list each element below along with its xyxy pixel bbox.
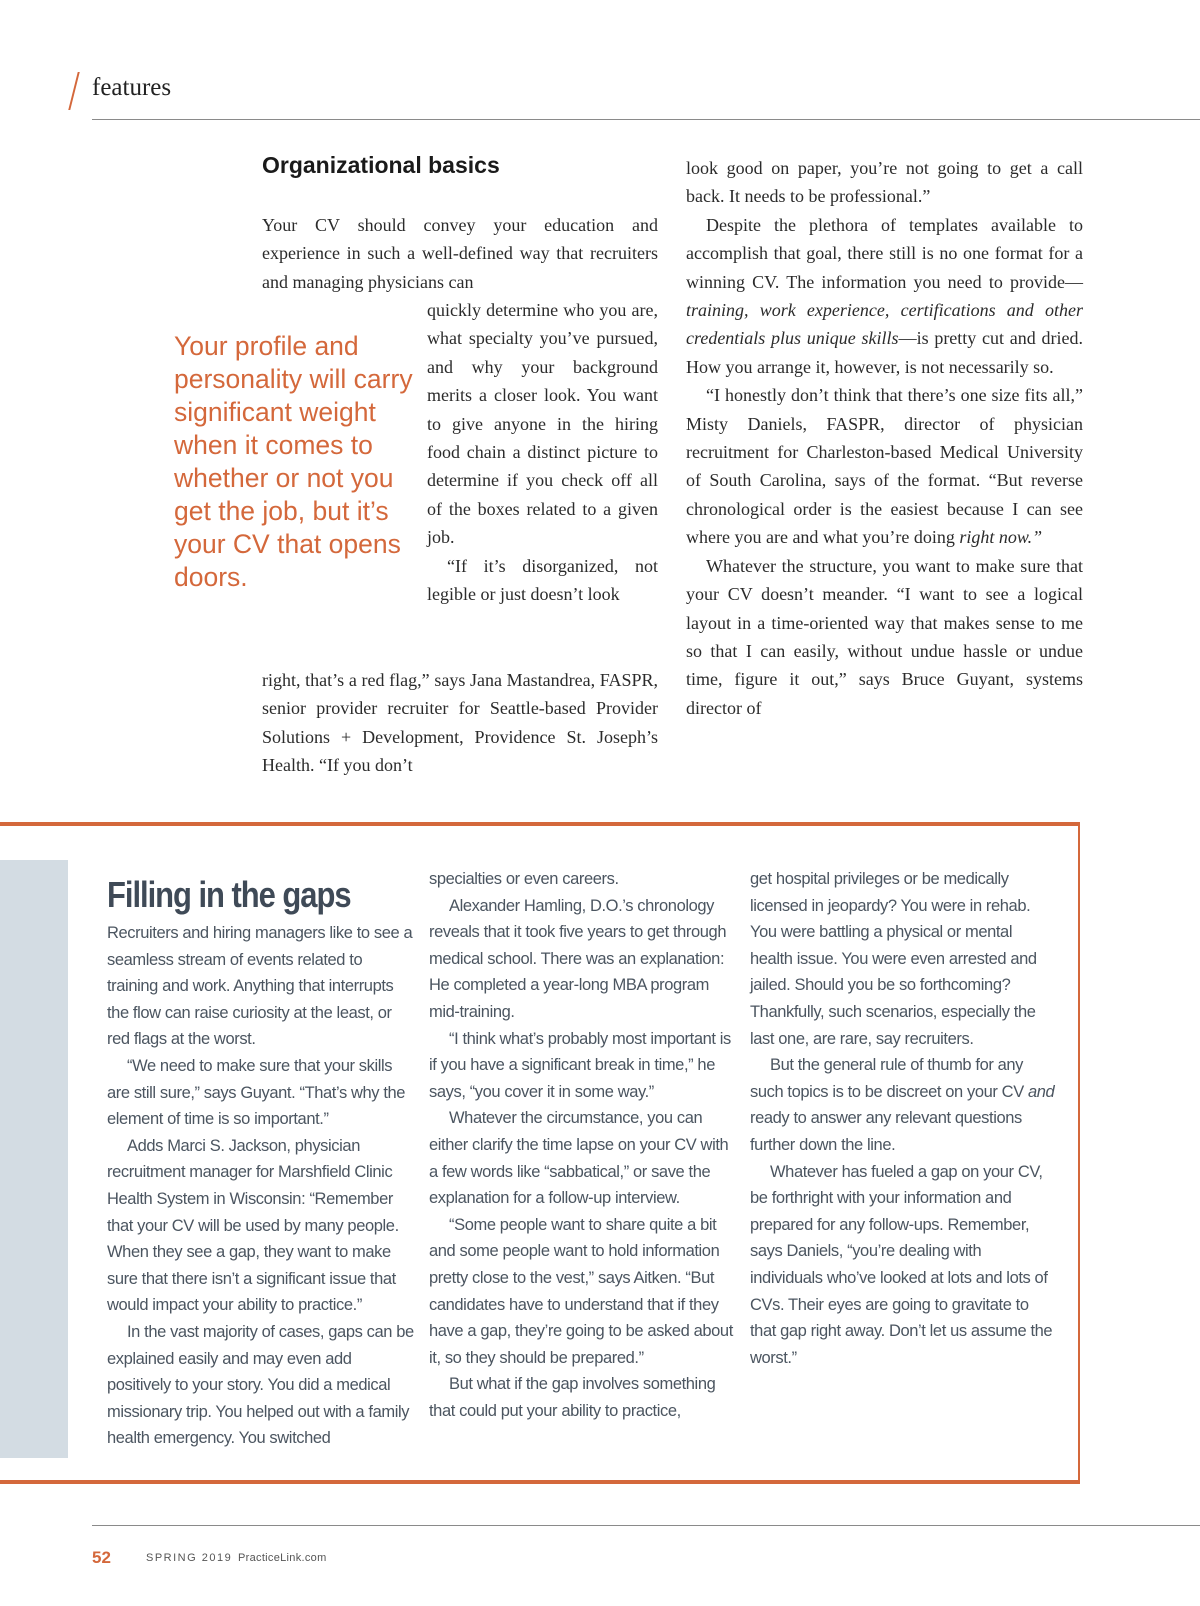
italic-run: and xyxy=(1028,1082,1055,1101)
sidebar-paragraph: In the vast majority of cases, gaps can be explained easily and may even add positively to your story. You did a medical missionary trip. You helped out with a family health emergency. You switched xyxy=(107,1322,414,1448)
pull-quote: Your profile and personality will carry significant weight when it comes to whether or not you get the job, but it’s your CV that opens doors. xyxy=(174,331,413,592)
text-run: ready to answer any relevant questions further down the line. xyxy=(750,1109,1022,1154)
body-paragraph xyxy=(686,381,1083,551)
sidebar-column-1 xyxy=(107,920,417,1452)
text-run: But the general rule of thumb for any such topics is to be discreet on your CV xyxy=(750,1056,1028,1101)
page-number: 52 xyxy=(92,1548,111,1567)
sidebar-paragraph xyxy=(750,1052,1056,1158)
article-column-2 xyxy=(686,154,1083,722)
text-run: —is pretty cut and dried. How you arrange it, however, is not necessarily so. xyxy=(686,328,1083,377)
sidebar-paragraph: Adds Marci S. Jackson, physician recruitment manager for Marshfield Clinic Health System in Wisconsin: “Remember that your CV will be used by many people. When they see a gap, they want to make sure that there isn’t a significant issue that would impact your ability to practice.” xyxy=(107,1136,399,1315)
italic-run: training, work experience, certifications and other credentials plus unique skills xyxy=(686,300,1083,349)
sidebar-accent-tab xyxy=(0,860,68,1458)
body-paragraph: “If it’s disorganized, not legible or just doesn’t look xyxy=(427,555,658,605)
body-paragraph: right, that’s a red flag,” says Jana Mastandrea, FASPR, senior provider recruiter for Seattle-based Provider Solutions + Development, Providence St. Joseph’s Health. “If you don’t xyxy=(262,670,658,776)
sidebar-paragraph: get hospital privileges or be medically licensed in jeopardy? You were in rehab. You were battling a physical or mental health issue. You were even arrested and jailed. Should you be so forthcoming? Thankfully, such scenarios, especially the last one, are rare, say recruiters. xyxy=(750,870,1037,1048)
sidebar-paragraph: Whatever the circumstance, you can either clarify the time lapse on your CV with a few words like “sabbatical,” or save the explanation for a follow-up interview. xyxy=(429,1109,729,1208)
footer-rule xyxy=(92,1525,1200,1526)
body-paragraph xyxy=(686,211,1083,381)
sidebar-paragraph: Alexander Hamling, D.O.’s chronology reveals that it took five years to get through medical school. There was an explanation: He completed a year-long MBA program mid-training. xyxy=(429,896,727,1021)
sidebar-paragraph: “We need to make sure that your skills are still sure,” says Guyant. “That’s why the element of time is so important.” xyxy=(107,1056,406,1129)
italic-run: right now.” xyxy=(959,527,1043,548)
sidebar-paragraph: “Some people want to share quite a bit and some people want to hold information pretty close to the vest,” says Aitken. “But candidates have to understand that if they have a gap, they’re going to be asked about it, so they should be prepared.” xyxy=(429,1215,733,1367)
header-rule xyxy=(92,119,1200,120)
site-link[interactable]: PracticeLink.com xyxy=(238,1552,327,1564)
article-column-1-top xyxy=(262,211,658,296)
text-run: “I honestly don’t think that there’s one size fits all,” Misty Daniels, FASPR, director of physician recruitment for Charleston-based Medical University of South Carolina, says of the format. “But reverse chronological order is the easiest because I can see where you are and what you’re doing xyxy=(686,385,1083,548)
article-subhead: Organizational basics xyxy=(262,152,500,178)
article-column-1-bottom xyxy=(262,666,658,780)
sidebar-paragraph: Whatever has fueled a gap on your CV, be forthright with your information and prepared for any follow-ups. Remember, says Daniels, “you’re dealing with individuals who’ve looked at lots and lots of CVs. Their eyes are going to gravitate to that gap right away. Don’t let us assume the worst.” xyxy=(750,1162,1053,1367)
article-column-1-narrow xyxy=(427,296,658,608)
section-divider-slash xyxy=(68,72,79,110)
section-label: features xyxy=(92,74,172,101)
body-paragraph: look good on paper, you’re not going to get a call back. It needs to be professional.” xyxy=(686,158,1083,207)
sidebar-column-2 xyxy=(429,866,733,1424)
issue-label: SPRING 2019 xyxy=(146,1552,233,1564)
sidebar-paragraph: But what if the gap involves something that could put your ability to practice, xyxy=(429,1375,716,1420)
sidebar-column-3 xyxy=(750,866,1056,1371)
sidebar-title: Filling in the gaps xyxy=(107,874,351,915)
body-paragraph: quickly determine who you are, what specialty you’ve pursued, and why your background merits a closer look. You want to give anyone in the hiring food chain a distinct picture to determine if you check off all of the boxes related to a given job. xyxy=(427,300,658,548)
sidebar-paragraph: Recruiters and hiring managers like to see a seamless stream of events related to training and work. Anything that interrupts the flow can raise curiosity at the least, or red flags at the worst. xyxy=(107,924,413,1049)
body-paragraph: Your CV should convey your education and experience in such a well-defined way that recruiters and managing physicians can xyxy=(262,215,658,292)
sidebar-paragraph: specialties or even careers. xyxy=(429,870,619,888)
text-run: Despite the plethora of templates available to accomplish that goal, there still is no one format for a winning CV. The information you need to provide— xyxy=(686,214,1083,292)
sidebar-paragraph: “I think what’s probably most important is if you have a significant break in time,” he says, “you cover it in some way.” xyxy=(429,1029,731,1101)
body-paragraph: Whatever the structure, you want to make sure that your CV doesn’t meander. “I want to see a logical layout in a time-oriented way that makes sense to me so that I can easily, without undue hassle or undue time, figure it out,” says Bruce Guyant, systems director of xyxy=(686,555,1083,718)
